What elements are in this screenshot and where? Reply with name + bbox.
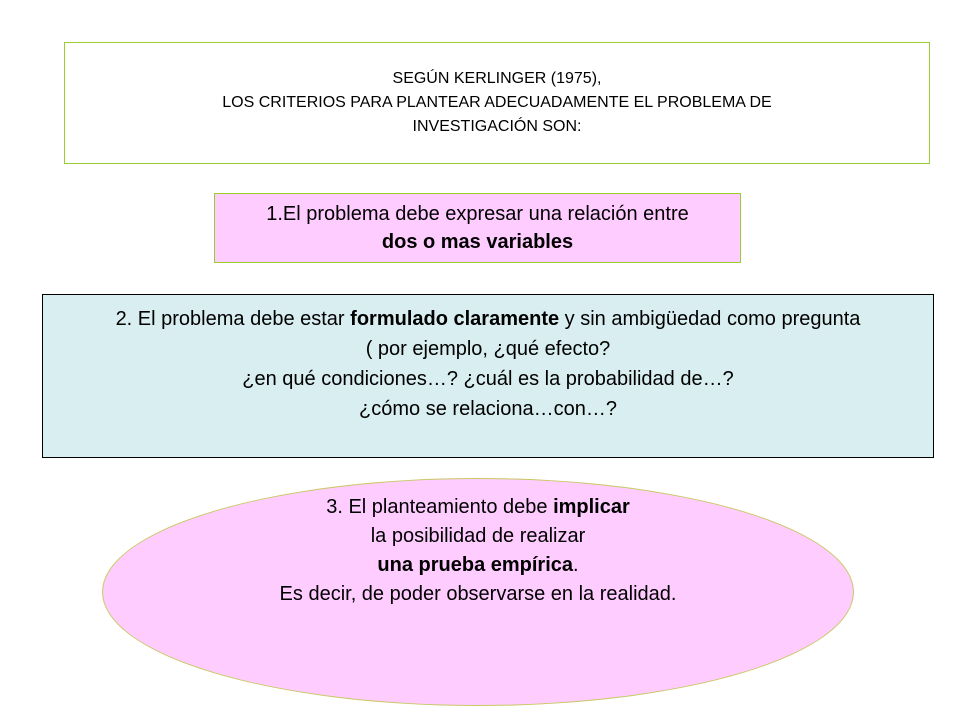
criterion-3-line-1-pre: 3. El planteamiento debe	[326, 496, 554, 518]
criterion-2-emphasis: formulado claramente	[350, 308, 560, 330]
criterion-2-line-1-pre: 2. El problema debe estar	[115, 308, 351, 330]
criterion-3-line-3	[103, 551, 853, 580]
criterion-2-line-1	[43, 304, 933, 334]
criterion-3-line-3-post: .	[573, 554, 579, 576]
criterion-2-line-2: ( por ejemplo, ¿qué efecto?	[365, 338, 611, 360]
criterion-1-box	[214, 193, 741, 263]
criterion-3-emphasis-2: una prueba empírica	[377, 554, 574, 576]
criterion-2-line-3: ¿en qué condiciones…? ¿cuál es la probabilidad de…?	[242, 368, 734, 390]
title-line-3: INVESTIGACIÓN SON:	[412, 118, 582, 135]
criterion-1-line-1: 1.El problema debe expresar una relación entre	[266, 203, 689, 225]
criterion-3-ellipse	[102, 478, 854, 706]
criterion-3-emphasis-1: implicar	[553, 496, 630, 518]
title-line-2: LOS CRITERIOS PARA PLANTEAR ADECUADAMENTE EL PROBLEMA DE	[222, 94, 772, 111]
criterion-1-emphasis: dos o mas variables	[381, 231, 574, 253]
criterion-3-line-1	[103, 493, 853, 522]
criterion-2-line-4: ¿cómo se relaciona…con…?	[359, 398, 617, 420]
title-box	[64, 42, 930, 164]
criterion-3-line-2: la posibilidad de realizar	[370, 525, 586, 547]
title-line-1: SEGÚN KERLINGER (1975),	[392, 70, 602, 87]
criterion-2-line-1-post: y sin ambigüedad como pregunta	[559, 308, 861, 330]
criterion-1-line-2	[215, 228, 740, 256]
criterion-3-line-4: Es decir, de poder observarse en la realidad.	[279, 583, 677, 605]
criterion-2-box	[42, 294, 934, 458]
